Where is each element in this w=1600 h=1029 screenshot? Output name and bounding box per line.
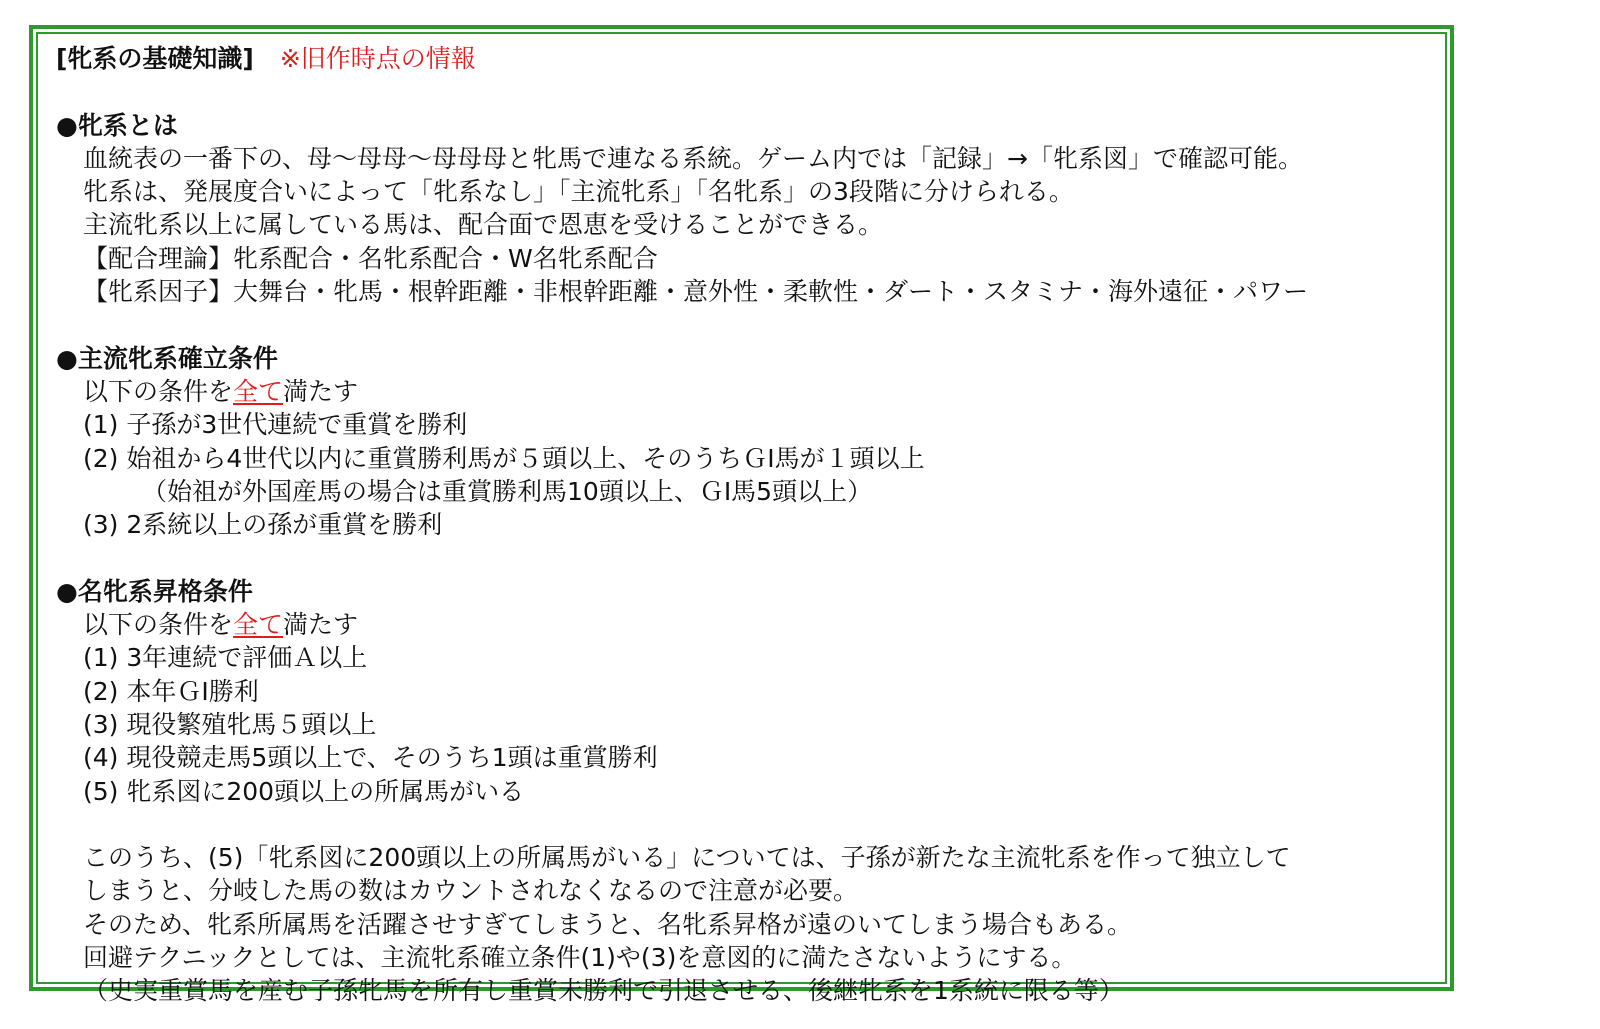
spacer: [56, 808, 1435, 841]
condition-item: (1) 子孫が3世代連続で重賞を勝利: [83, 410, 468, 440]
condition-item: (4) 現役競走馬5頭以上で、そのうち1頭は重賞勝利: [83, 743, 658, 773]
page-title: [牝系の基礎知識]: [56, 44, 254, 73]
spacer: [56, 75, 1435, 108]
explanation-line: そのため、牝系所属馬を活躍させすぎてしまうと、名牝系昇格が遠のいてしまう場合もある。: [83, 909, 1133, 939]
condition-item: (5) 牝系図に200頭以上の所属馬がいる: [83, 776, 525, 806]
intro-text: 以下の条件を: [83, 376, 234, 406]
explanation-line: しまうと、分岐した馬の数はカウントされなくなるので注意が必要。: [83, 876, 859, 906]
explanation-line: このうち、(5)「牝系図に200頭以上の所属馬がいる」については、子孫が新たな主流牝系を作って独立して: [83, 843, 1291, 873]
section-heading-main-line: ●主流牝系確立条件: [56, 343, 278, 373]
all-highlight: 全て: [233, 610, 284, 640]
info-box-inner-border: [36, 32, 1447, 1006]
condition-item: (2) 本年ＧⅠ勝利: [83, 676, 259, 706]
info-box-outer-border: [29, 25, 1454, 1006]
definition-line: 血統表の一番下の、母〜母母〜母母母と牝馬で連なる系統。ゲーム内では「記録」→「牝系図」で確認可能。: [83, 143, 1303, 173]
condition-item: (3) 2系統以上の孫が重賞を勝利: [83, 510, 443, 540]
condition-sub-note: （始祖が外国産馬の場合は重賞勝利馬10頭以上、ＧⅠ馬5頭以上）: [142, 476, 873, 506]
condition-item: (3) 現役繁殖牝馬５頭以上: [83, 709, 377, 739]
spacer: [56, 541, 1435, 574]
explanation-line: 回避テクニックとしては、主流牝系確立条件(1)や(3)を意図的に満たさないようにする。: [83, 943, 1077, 973]
info-box-content: [56, 42, 1435, 1008]
condition-item: (2) 始祖から4世代以内に重賞勝利馬が５頭以上、そのうちＧⅠ馬が１頭以上: [83, 443, 925, 473]
title-row: [56, 42, 1435, 75]
legacy-info-note: ※旧作時点の情報: [279, 44, 476, 73]
definition-line: 牝系は、発展度合いによって「牝系なし」「主流牝系」「名牝系」の3段階に分けられる。: [83, 177, 1074, 207]
section-heading-definition: ●牝系とは: [56, 110, 178, 140]
factor-line: 【牝系因子】大舞台・牝馬・根幹距離・非根幹距離・意外性・柔軟性・ダート・スタミナ・海外遠征・パワー: [83, 277, 1309, 307]
breeding-theory-line: 【配合理論】牝系配合・名牝系配合・W名牝系配合: [83, 243, 658, 273]
intro-text: 以下の条件を: [83, 610, 234, 640]
conditions-intro: [56, 608, 1435, 641]
section-heading-famous-line: ●名牝系昇格条件: [56, 576, 253, 606]
all-highlight: 全て: [233, 376, 284, 406]
conditions-intro: [56, 375, 1435, 408]
intro-text: 満たす: [283, 610, 359, 640]
definition-line: 主流牝系以上に属している馬は、配合面で恩恵を受けることができる。: [83, 210, 884, 240]
intro-text: 満たす: [283, 376, 359, 406]
explanation-line: （史実重賞馬を産む子孫牝馬を所有し重賞未勝利で引退させる、後継牝系を1系統に限る等）: [83, 976, 1124, 1006]
condition-item: (1) 3年連続で評価Ａ以上: [83, 643, 368, 673]
spacer: [56, 308, 1435, 341]
